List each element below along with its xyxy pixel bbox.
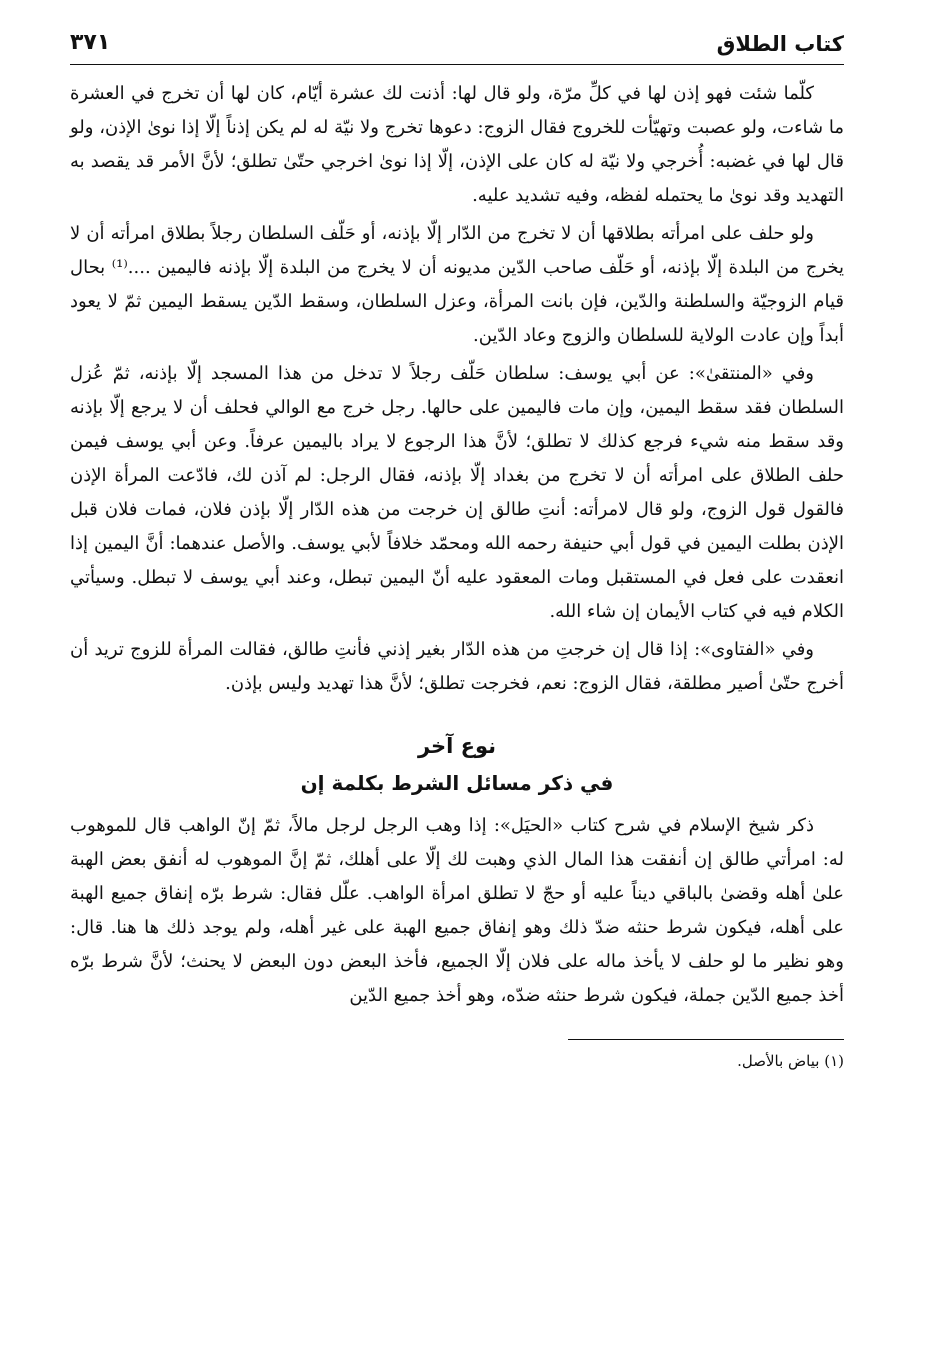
section-subheading: في ذكر مسائل الشرط بكلمة إن bbox=[300, 771, 614, 795]
page-number: ٣٧١ bbox=[70, 30, 111, 55]
book-title: كتاب الطلاق bbox=[716, 32, 844, 56]
paragraph: ولو حلف على امرأته بطلاقها أن لا تخرج من الدّار إلّا بإذنه، أو حَلّف السلطان رجلاً بطلاق امرأته أن لا يخرج من البلدة إلّا بإذنه، أو حَلّف صاحب الدّين مديونه أن لا يخرج من البلدة إلّا بإذنه فاليمين ....⁽¹⁾ بحال قيام الزوجيّة والسلطنة والدّين، فإن بانت المرأة، وعزل السلطان، وسقط الدّين يسقط اليمين ثمّ لا يعود أبداً وإن عادت الولاية للسلطان والزوج وعاد الدّين. bbox=[70, 223, 844, 346]
running-header bbox=[70, 18, 844, 65]
body-text bbox=[70, 77, 844, 1013]
paragraph: كلّما شئت فهو إذن لها في كلِّ مرّة، ولو قال لها: أذنت لك عشرة أيّام، كان لها أن تخرج في العشرة ما شاءت، ولو عصبت وتهيّأت للخروج فقال الزوج: دعوها تخرج ولا نيّة له لم يكن إذناً إلّا إذا نوىٰ الإذن، ولو قال لها في غضبه: أُخرجي ولا نيّة له كان على الإذن، إلّا إذا نوىٰ اخرجي حتّىٰ تطلق؛ لأنَّ الأمر قد يقصد به التهديد وقد نوىٰ ما يحتمله لفظه، وفيه تشديد عليه. bbox=[70, 83, 844, 206]
paragraph: ذكر شيخ الإسلام في شرح كتاب «الحيَل»: إذا وهب الرجل لرجل مالاً، ثمّ إنّ الواهب قال للموهوب له: امرأتي طالق إن أنفقت هذا المال الذي وهبت لك إلّا على أهلك، ثمّ إنَّ الموهوب له أنفق بعض الهبة علىٰ أهله وقضىٰ بالباقي ديناً عليه أو حجّ لا تطلق امرأة الواهب. علّل فقال: شرط برّه إنفاق جميع الهبة على أهله، فيكون شرط حنثه ضدّ ذلك وهو إنفاق جميع الهبة على غير أهله، ولم يوجد ذلك ها هنا. قال: وهو نظير ما لو حلف لا يأخذ ماله على فلان إلّا الجميع، فأخذ البعض دون البعض لا يحنث؛ لأنَّ شرط برّه أخذ جميع الدّين جملة، فيكون شرط حنثه ضدّه، وهو أخذ جميع الدّين bbox=[70, 815, 844, 1006]
paragraph: وفي «الفتاوى»: إذا قال إن خرجتِ من هذه الدّار بغير إذني فأنتِ طالق، فقالت المرأة للزوج تريد أن أخرج حتّىٰ أصير مطلقة، فقال الزوج: نعم، فخرجت تطلق؛ لأنَّ هذا تهديد وليس بإذن. bbox=[70, 639, 844, 694]
section-heading: نوع آخر bbox=[417, 734, 497, 758]
paragraph: وفي «المنتقىٰ»: عن أبي يوسف: سلطان حَلّف رجلاً لا تدخل من هذا المسجد إلّا بإذنه، ثمّ عُزل السلطان فقد سقط اليمين، وإن مات فاليمين على حالها. رجل خرج مع الوالي فحلف أن لا يرجع إلّا بإذنه وقد سقط منه شيء فرجع كذلك لا تطلق؛ لأنَّ هذا الرجوع لا يراد باليمين عرفاً. وعن أبي يوسف فيمن حلف الطلاق على امرأته أن لا تخرج من بغداد إلّا بإذنه، فقال الرجل: لم آذن لك، فادّعت المرأة الإذن فالقول قول الزوج، ولو قال لامرأته: أنتِ طالق إن خرجت من هذه الدّار إلّا بإذن فلان، فمات فلان قبل الإذن بطلت اليمين في قول أبي حنيفة رحمه الله ومحمّد خلافاً لأبي يوسف. والأصل عندهما: أنَّ اليمين إذا انعقدت على فعل في المستقبل ومات المعقود عليه أنّ اليمين تبطل، وعند أبي يوسف لا تبطل. وسيأتي الكلام فيه في كتاب الأيمان إن شاء الله. bbox=[70, 363, 844, 622]
footnote: (١) بياض بالأصل. bbox=[737, 1052, 844, 1070]
footnote-divider bbox=[568, 1039, 844, 1040]
book-page bbox=[70, 18, 844, 1348]
